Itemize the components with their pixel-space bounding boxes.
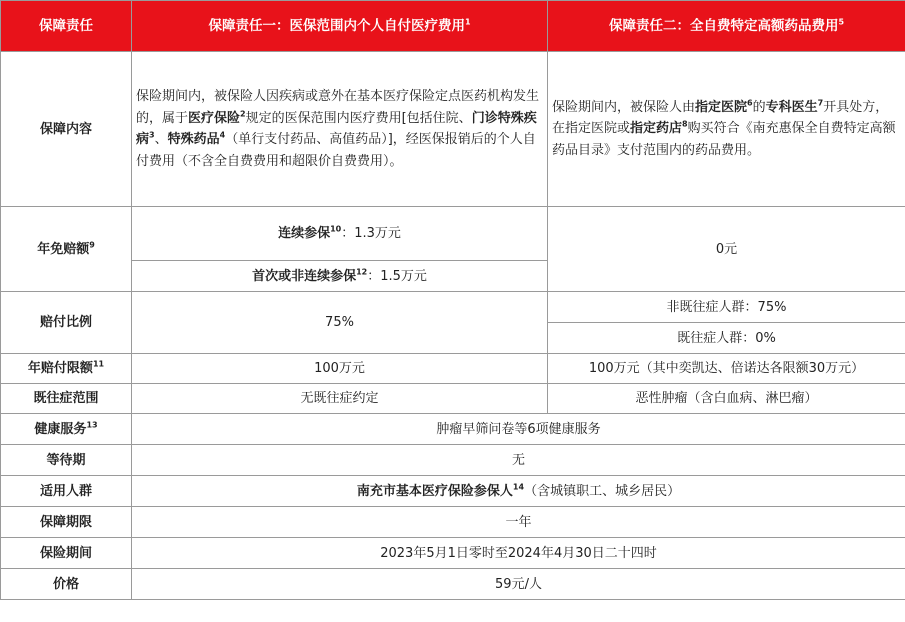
waiting-value [132, 445, 905, 476]
table-row [1, 476, 905, 507]
text-span: 、 [154, 132, 168, 147]
table-row [1, 538, 905, 569]
preexisting-duty-two [548, 384, 905, 414]
eligible-text: （含城镇职工、城乡居民） [524, 483, 681, 499]
coverage-duty-two [548, 52, 905, 207]
limit-duty-two [548, 354, 905, 384]
footnote-mark: 11 [92, 359, 105, 369]
deductible-duty-two [548, 207, 905, 292]
table-row [1, 414, 905, 445]
row-label: 适用人群 [39, 483, 92, 499]
text-span: 的 [752, 99, 766, 115]
table-header-row [1, 1, 905, 52]
bold-term: 连续参保 [278, 226, 331, 241]
row-label: 等待期 [46, 452, 86, 468]
coverage-duty-one [132, 52, 548, 207]
row-label: 年赔付限额 [27, 361, 93, 376]
term-text: 一年 [505, 514, 532, 530]
bold-term: 门诊特殊疾病 [136, 110, 537, 147]
table-row [1, 569, 905, 600]
limit-duty-one [132, 354, 548, 384]
bold-term: 指定药店 [630, 121, 683, 137]
header-duty-one-text: 保障责任一：医保范围内个人自付医疗费用 [208, 17, 465, 34]
ratio-value: 75% [325, 315, 354, 330]
row-header-preexisting [1, 384, 132, 414]
ratio-value: 非既往症人群：75% [666, 299, 787, 315]
text-span: 保险期间内，被保险人由 [552, 99, 696, 115]
footnote-mark: 13 [86, 420, 98, 430]
preexisting-duty-one [132, 384, 548, 414]
ratio-duty-two-preexisting [548, 323, 905, 354]
footnote-mark: 1 [464, 17, 471, 26]
table-row [1, 384, 905, 414]
row-header-period [1, 538, 132, 569]
eligible-value [132, 476, 905, 507]
footnote-mark: 14 [512, 482, 525, 492]
waiting-text: 无 [511, 452, 525, 468]
table-row [1, 354, 905, 384]
limit-value: 100万元 [314, 361, 365, 376]
period-text: 2023年5月1日零时至2024年4月30日二十四时 [380, 545, 657, 561]
footnote-mark: 9 [89, 240, 95, 250]
header-duty-text: 保障责任 [39, 17, 93, 34]
price-value [132, 569, 905, 600]
bold-term: 特殊药品 [167, 132, 220, 147]
period-value [132, 538, 905, 569]
row-header-limit [1, 354, 132, 384]
row-label: 保障内容 [39, 121, 92, 137]
deductible-value: ：1.3万元 [341, 226, 401, 241]
bold-term: 专科医生 [765, 99, 818, 115]
price-text: 59元/人 [495, 576, 542, 592]
footnote-mark: 4 [219, 130, 226, 140]
ratio-duty-two-non-preexisting [548, 292, 905, 323]
row-label: 年免赔额 [37, 241, 90, 257]
table-row [1, 52, 905, 207]
footnote-mark: 2 [240, 109, 246, 119]
text-span: （单行支付药品、高值药品）]，经医保报销后的个人自付费用（不含全自费费用和超限价自费费用）。 [136, 132, 536, 169]
bold-term: 首次或非连续参保 [252, 268, 357, 284]
footnote-mark: 6 [747, 98, 753, 108]
row-header-ratio [1, 292, 132, 354]
deductible-value: 0元 [715, 241, 738, 257]
preexisting-value: 无既往症约定 [300, 391, 379, 406]
limit-value: 100万元（其中奕凯达、倍诺达各限额30万元） [588, 361, 865, 376]
row-header-eligible [1, 476, 132, 507]
text-span: 购买符合《南充惠保全自费特定高额药品目录》支付范围内的药品费用。 [552, 121, 896, 158]
row-label: 保障期限 [39, 514, 92, 530]
ratio-value: 既往症人群：0% [677, 330, 776, 346]
row-label: 保险期间 [39, 545, 92, 561]
deductible-value: ：1.5万元 [367, 268, 427, 284]
row-label: 既往症范围 [33, 391, 99, 406]
table-row [1, 207, 905, 261]
footnote-mark: 3 [149, 130, 155, 140]
table-row [1, 445, 905, 476]
row-header-coverage [1, 52, 132, 207]
header-duty-two-text: 保障责任二：全自费特定高额药品费用 [608, 17, 839, 34]
footnote-mark: 12 [356, 267, 368, 277]
text-span: 保险期间内，被保险人因疾病或意外在基本医疗保险定点医药机构发生的，属于 [136, 89, 540, 126]
term-value [132, 507, 905, 538]
bold-term: 指定医院 [695, 99, 748, 115]
row-header-term [1, 507, 132, 538]
row-header-waiting [1, 445, 132, 476]
header-duty-one [132, 1, 548, 52]
table-row [1, 292, 905, 323]
row-header-deductible [1, 207, 132, 292]
row-label: 赔付比例 [39, 315, 92, 330]
header-duty-two [548, 1, 905, 52]
health-value [132, 414, 905, 445]
bold-term: 医疗保险 [188, 110, 241, 126]
text-span: 规定的医保范围内医疗费用[包括住院、 [245, 110, 472, 126]
footnote-mark: 8 [682, 119, 688, 129]
row-header-health [1, 414, 132, 445]
footnote-mark: 7 [817, 98, 824, 108]
table-row [1, 507, 905, 538]
row-label: 价格 [52, 576, 79, 592]
footnote-mark: 10 [330, 224, 342, 234]
preexisting-value: 恶性肿瘤（含白血病、淋巴瘤） [635, 391, 818, 406]
header-duty [1, 1, 132, 52]
deductible-first [132, 261, 548, 292]
row-label: 健康服务 [34, 421, 87, 437]
ratio-duty-one [132, 292, 548, 354]
footnote-mark: 5 [838, 17, 845, 26]
bold-term: 南充市基本医疗保险参保人 [356, 483, 513, 499]
deductible-continuous [132, 207, 548, 261]
health-text: 肿瘤早筛问卷等6项健康服务 [436, 421, 601, 437]
row-header-price [1, 569, 132, 600]
text-span: 开具处方，在指定医院或 [552, 99, 889, 137]
